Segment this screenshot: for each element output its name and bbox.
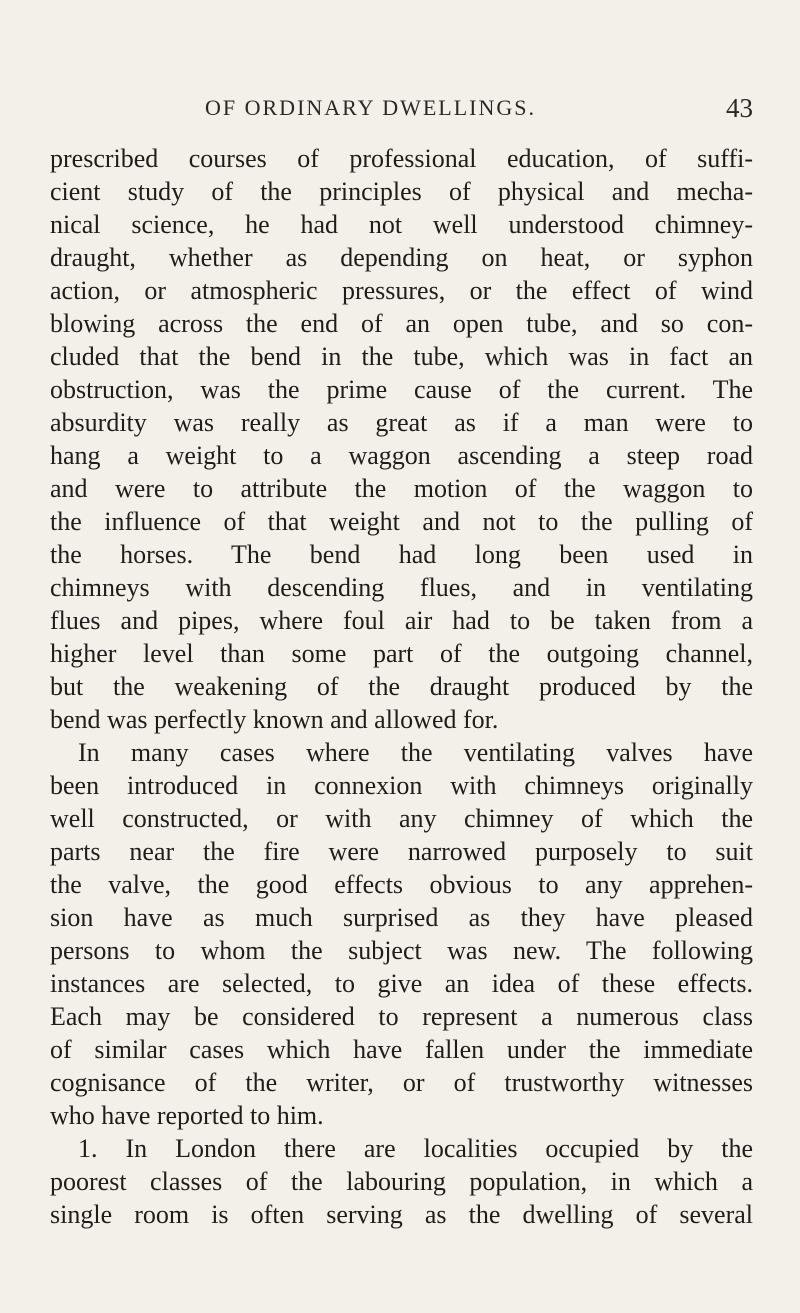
page-number: 43 <box>726 93 753 123</box>
text-line: persons to whom the subject was new. The following <box>50 936 753 965</box>
paragraph-3 <box>50 1132 753 1231</box>
text-line: the horses. The bend had long been used in <box>50 540 753 569</box>
text-line: the influence of that weight and not to the pulling of <box>50 507 753 536</box>
text-line: action, or atmospheric pressures, or the effect of wind <box>50 276 753 305</box>
text-line: single room is often serving as the dwelling of several <box>50 1200 753 1229</box>
text-line: well constructed, or with any chimney of which the <box>50 804 753 833</box>
text-line: sion have as much surprised as they have pleased <box>50 903 753 932</box>
text-line: higher level than some part of the outgoing channel, <box>50 639 753 668</box>
paragraph-1 <box>50 142 753 736</box>
text-line: bend was perfectly known and allowed for. <box>50 705 499 734</box>
text-line: of similar cases which have fallen under the immediate <box>50 1035 753 1064</box>
body-text <box>50 142 753 1231</box>
text-line: Each may be considered to represent a numerous class <box>50 1002 753 1031</box>
text-line: parts near the fire were narrowed purposely to suit <box>50 837 753 866</box>
paragraph-2 <box>50 736 753 1132</box>
text-line: but the weakening of the draught produced by the <box>50 672 753 701</box>
text-line: In many cases where the ventilating valves have <box>78 738 753 767</box>
text-line: cient study of the principles of physical and mecha- <box>50 177 753 206</box>
text-line: been introduced in connexion with chimneys originally <box>50 771 753 800</box>
text-line: poorest classes of the labouring population, in which a <box>50 1167 753 1196</box>
text-line: 1. In London there are localities occupied by the <box>78 1134 753 1163</box>
text-line: obstruction, was the prime cause of the current. The <box>50 375 753 404</box>
text-line: blowing across the end of an open tube, and so con- <box>50 309 753 338</box>
text-line: prescribed courses of professional education, of suffi- <box>50 144 753 173</box>
text-line: absurdity was really as great as if a man were to <box>50 408 753 437</box>
text-line: cognisance of the writer, or of trustworthy witnesses <box>50 1068 753 1097</box>
running-title: OF ORDINARY DWELLINGS. <box>205 95 537 120</box>
text-line: and were to attribute the motion of the waggon to <box>50 474 753 503</box>
text-line: nical science, he had not well understood chimney- <box>50 210 753 239</box>
text-line: instances are selected, to give an idea of these effects. <box>50 969 753 998</box>
text-line: draught, whether as depending on heat, or syphon <box>50 243 753 272</box>
text-line: flues and pipes, where foul air had to be taken from a <box>50 606 753 635</box>
text-line: who have reported to him. <box>50 1101 324 1130</box>
text-line: hang a weight to a waggon ascending a steep road <box>50 441 753 470</box>
text-line: cluded that the bend in the tube, which was in fact an <box>50 342 753 371</box>
text-line: the valve, the good effects obvious to any apprehen- <box>50 870 753 899</box>
running-head <box>140 95 780 127</box>
text-line: chimneys with descending flues, and in ventilating <box>50 573 753 602</box>
